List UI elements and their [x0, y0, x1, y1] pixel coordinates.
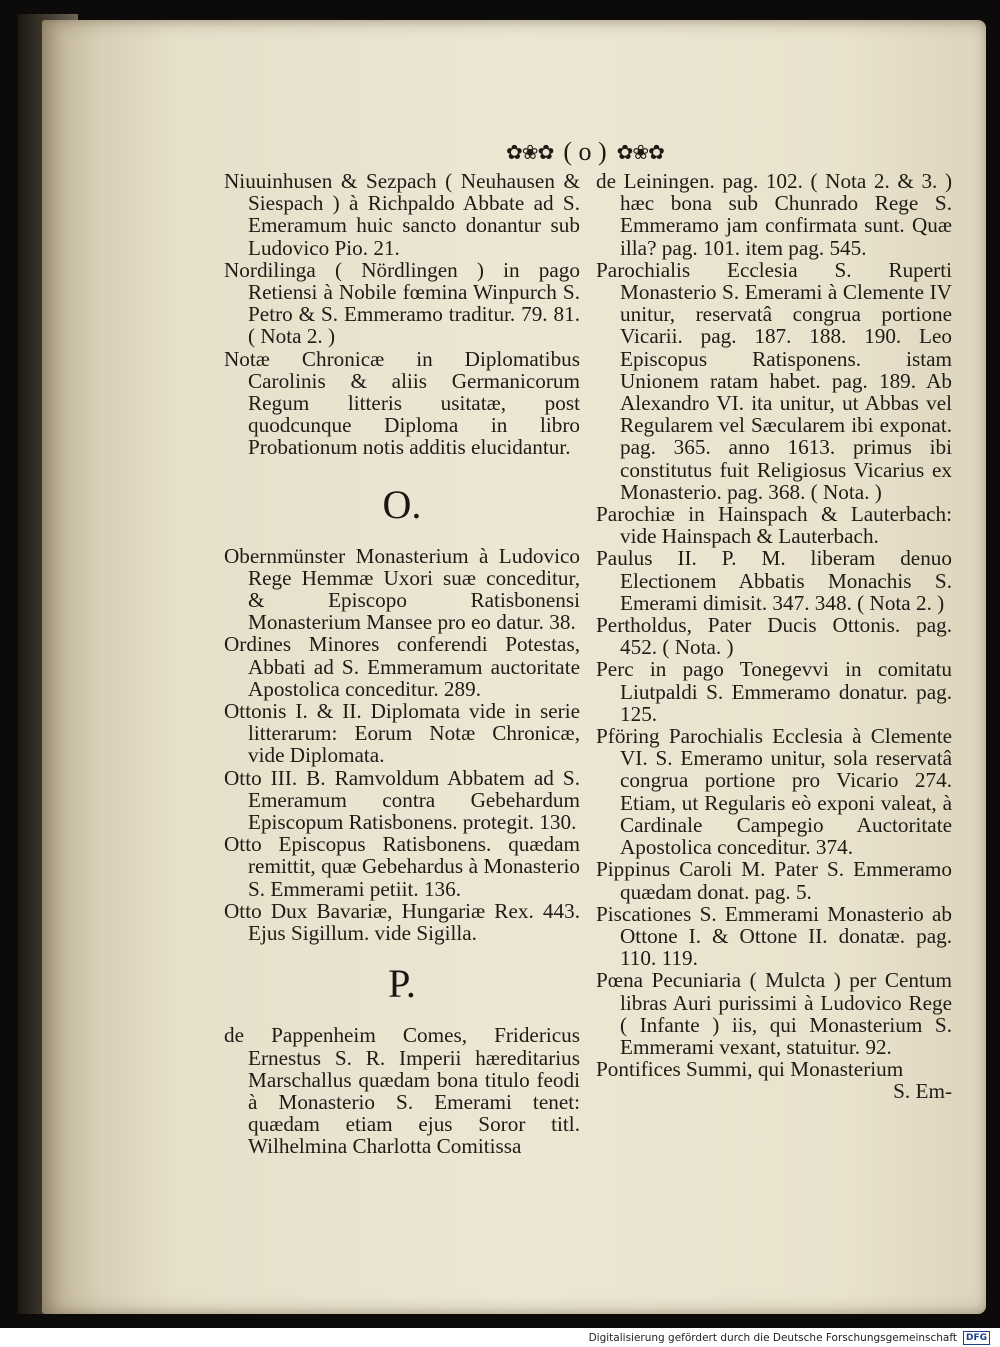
index-entry: Pföring Parochialis Ecclesia à Clemente VI. S. Emeramo unitur, sola reservatâ congrua portione pro Vicario 274. Etiam, ut Regularis eò exponi valeat, à Cardinale Campegio Auctoritate Apostolica conceditur. 374.: [596, 724, 952, 860]
catchword: S. Em-: [893, 1079, 952, 1104]
page-number: ( o ): [563, 137, 607, 166]
index-entry: Perc in pago Tonegevvi in comitatu Liutpaldi S. Emmeramo donatur. pag. 125.: [596, 657, 952, 726]
index-entry: Ottonis I. & II. Diplomata vide in serie litterarum: Eorum Notæ Chronicæ, vide Diplomata.: [224, 699, 580, 768]
index-entry: Pertholdus, Pater Ducis Ottonis. pag. 452. ( Nota. ): [596, 613, 952, 660]
header-ornament-left: ✿❀✿: [506, 140, 554, 164]
footer: [0, 1329, 1000, 1347]
footer-credit: Digitalisierung gefördert durch die Deutsche Forschungsgemeinschaft: [588, 1332, 957, 1344]
index-entry: Piscationes S. Emmerami Monasterio ab Ottone I. & Ottone II. donatæ. pag. 110. 119.: [596, 901, 952, 971]
index-entry: Pœna Pecuniaria ( Mulcta ) per Centum libras Auri purissimi à Ludovico Rege ( Infante ) iis, qui Monasterium S. Emmerami vexant, statuitur. 92.: [596, 968, 952, 1059]
index-entry: Otto Dux Bavariæ, Hungariæ Rex. 443. Ejus Sigillum. vide Sigilla.: [224, 898, 580, 946]
index-entry-continued: de Leiningen. pag. 102. ( Nota 2. & 3. ) hæc bona sub Chunrado Rege S. Emmeramo jam confirmata sunt. Quæ illa? pag. 101. item pag. 545.: [596, 169, 952, 260]
header-ornament-right: ✿❀✿: [616, 140, 664, 164]
index-entry: Pippinus Caroli M. Pater S. Emmeramo quædam donat. pag. 5.: [596, 857, 952, 904]
index-entry: Parochialis Ecclesia S. Ruperti Monasterio S. Emerami à Clemente IV unitur, reservatâ congrua portione Vicarii. pag. 187. 188. 190. Leo Episcopus Ratisponens. istam Unionem ratam habet. pag. 189. Ab Alexandro VI. ita unitur, ut Abbas vel Regularem vel Sæcularem ibi exponat. pag. 365. anno 1613. primus ibi constitutus fuit Religiosus Vicarius ex Monasterio. pag. 368. ( Nota. ): [596, 257, 952, 504]
index-entry: Pontifices Summi, qui Monasterium: [596, 1057, 904, 1082]
index-entry: Otto Episcopus Ratisbonens. quædam remittit, quæ Gebehardus à Monasterio S. Emmerami petiit. 136.: [224, 832, 580, 901]
index-entry: Nordilinga ( Nördlingen ) in pago Retiensi à Nobile fœmina Winpurch S. Petro & S. Emmeramo traditur. 79. 81. ( Nota 2. ): [224, 257, 580, 349]
index-entry: Parochiæ in Hainspach & Lauterbach: vide Hainspach & Lauterbach.: [596, 502, 952, 549]
left-column: [224, 170, 580, 1158]
index-entry: Niuuinhusen & Sezpach ( Neuhausen & Siespach ) à Richpaldo Abbate ad S. Emeramum huic sancto donantur sub Ludovico Pio. 21.: [224, 169, 580, 260]
page-header: [470, 135, 700, 169]
index-entry: Otto III. B. Ramvoldum Abbatem ad S. Emeramum contra Gebehardum Episcopum Ratisbonens. protegit. 130.: [224, 765, 580, 835]
dfg-logo: DFG: [963, 1331, 990, 1345]
section-letter: P.: [388, 961, 416, 1007]
right-column: [596, 170, 952, 1103]
index-entry: Notæ Chronicæ in Diplomatibus Carolinis & aliis Germanicorum Regum litteris usitatæ, post quodcunque Diploma in libro Probationum notis additis elucidantur.: [224, 346, 580, 460]
index-entry: Paulus II. P. M. liberam denuo Electionem Abbatis Monachis S. Emerami dimisit. 347. 348. ( Nota 2. ): [596, 546, 952, 615]
index-entry: de Pappenheim Comes, Fridericus Ernestus S. R. Imperii hæreditarius Marschallus quædam bona titulo feodi à Monasterio S. Emerami tenet: quædam etiam ejus Soror titl. Wilhelmina Charlotta Comitissa: [224, 1023, 580, 1159]
index-entry: Ordines Minores conferendi Potestas, Abbati ad S. Emmeramum auctoritate Apostolica conceditur. 289.: [224, 632, 580, 701]
section-letter: O.: [382, 481, 422, 527]
index-entry: Obernmünster Monasterium à Ludovico Rege Hemmæ Uxori suæ conceditur, & Episcopo Ratisbonensi Monasterium Mansee pro eo datur. 38.: [224, 543, 580, 635]
